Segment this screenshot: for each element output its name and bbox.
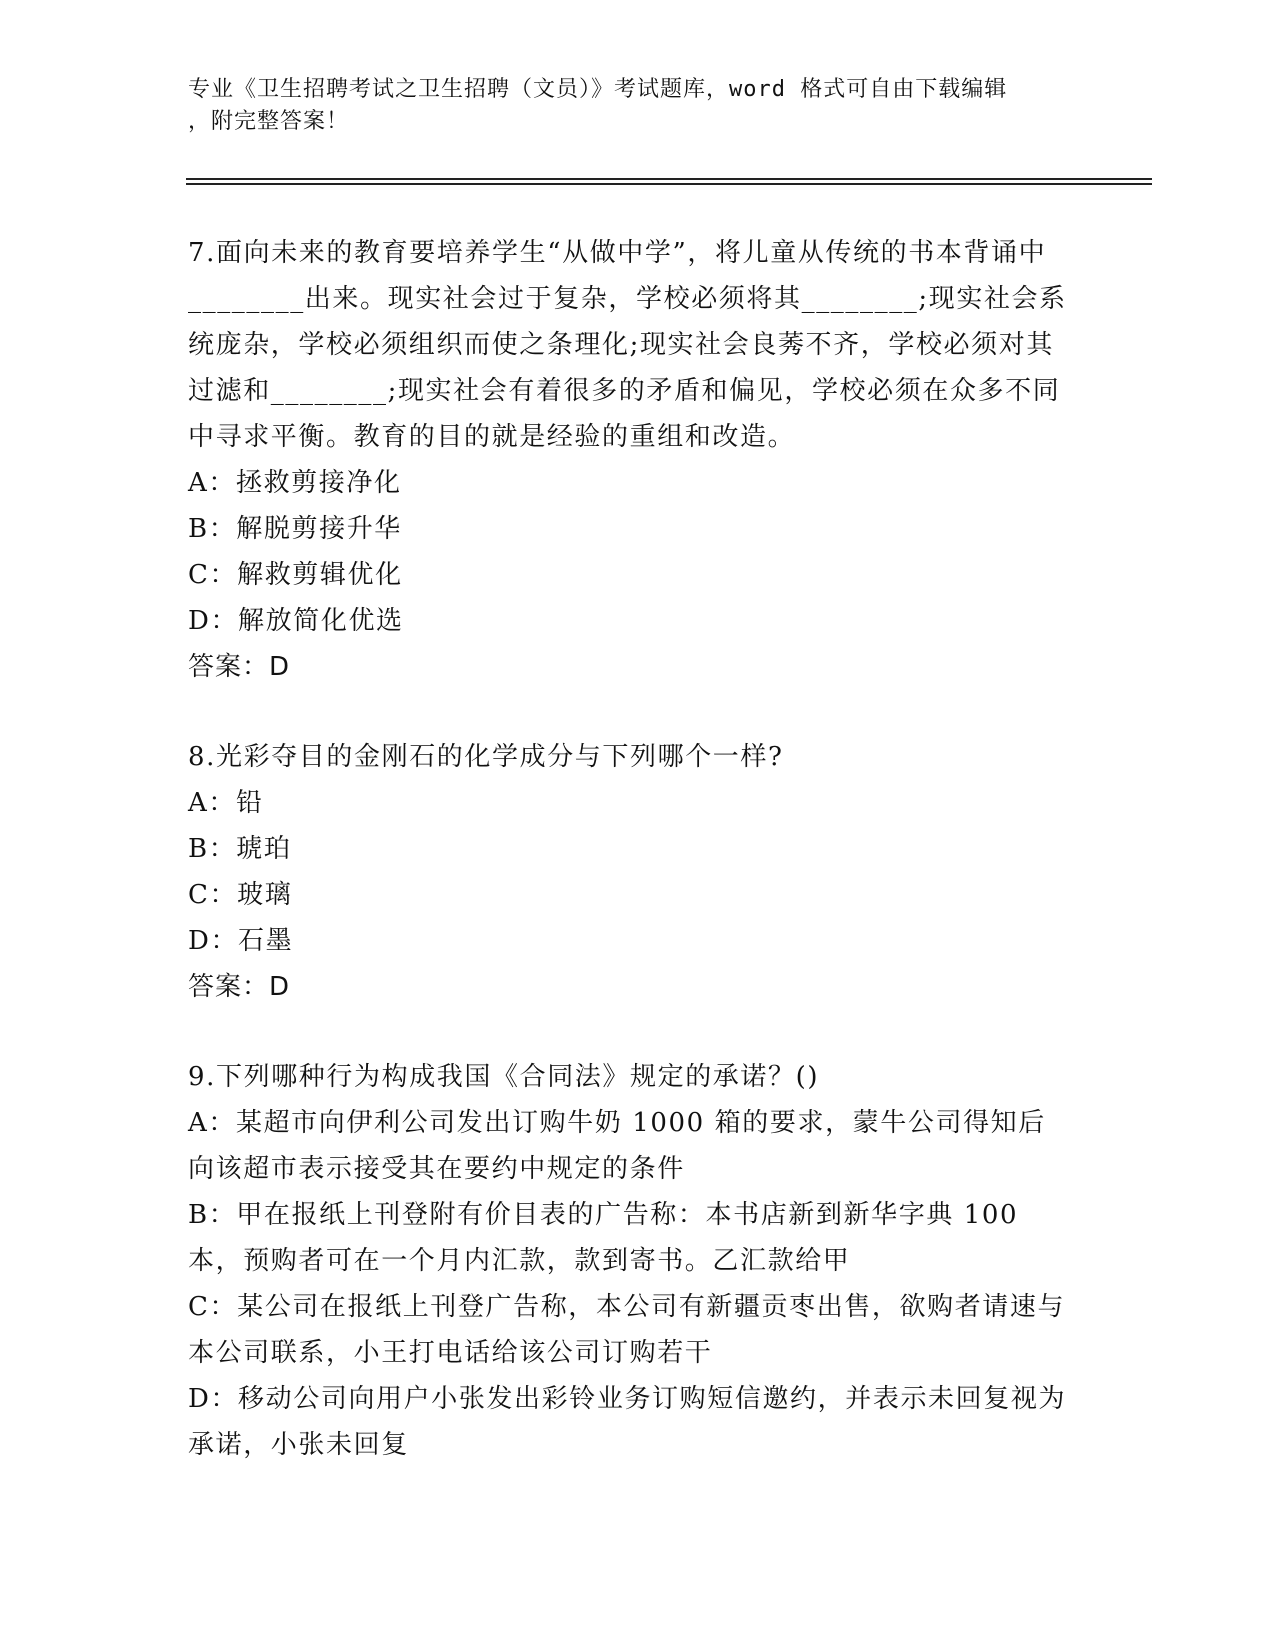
option-d: D：移动公司向用户小张发出彩铃业务订购短信邀约，并表示未回复视为承诺，小张未回复 — [188, 1384, 1067, 1460]
answer-label: 答案： — [188, 972, 270, 1002]
header-divider-top — [186, 178, 1152, 180]
option-b: B：琥珀 — [188, 834, 292, 864]
question-8 — [188, 734, 1068, 1010]
answer-value: D — [269, 972, 291, 1002]
document-header — [188, 74, 1068, 138]
option-a: A：铅 — [188, 788, 264, 818]
option-a: A：某超市向伊利公司发出订购牛奶 1000 箱的要求，蒙牛公司得知后向该超市表示接受其在要约中规定的条件 — [188, 1108, 1046, 1184]
option-c: C：某公司在报纸上刊登广告称，本公司有新疆贡枣出售，欲购者请速与本公司联系，小王打电话给该公司订购若干 — [188, 1292, 1066, 1368]
header-divider-bottom — [186, 183, 1152, 185]
option-c: C：解救剪辑优化 — [188, 560, 403, 590]
question-stem: 9.下列哪种行为构成我国《合同法》规定的承诺？() — [188, 1062, 820, 1092]
option-d: D：石墨 — [188, 926, 294, 956]
header-line-2: ，附完整答案！ — [188, 109, 350, 134]
answer-line — [188, 964, 1068, 1010]
question-stem: 8.光彩夺目的金刚石的化学成分与下列哪个一样? — [188, 742, 784, 772]
header-line-1: 专业《卫生招聘考试之卫生招聘（文员）》考试题库，word 格式可自由下载编辑 — [188, 77, 1008, 102]
question-7 — [188, 230, 1068, 690]
option-d: D：解放简化优选 — [188, 606, 404, 636]
option-b: B：甲在报纸上刊登附有价目表的广告称：本书店新到新华字典 100 本，预购者可在一个月内汇款，款到寄书。乙汇款给甲 — [188, 1200, 1019, 1276]
answer-label: 答案： — [188, 652, 270, 682]
option-c: C：玻璃 — [188, 880, 293, 910]
option-a: A：拯救剪接净化 — [188, 468, 402, 498]
question-9 — [188, 1054, 1068, 1468]
answer-value: D — [269, 652, 291, 682]
option-b: B：解脱剪接升华 — [188, 514, 402, 544]
question-stem: 7.面向未来的教育要培养学生“从做中学”，将儿童从传统的书本背诵中________出来。现实社会过于复杂，学校必须将其________;现实社会系统庞杂，学校必须组织而使之条理化;现实社会良莠不齐，学校必须对其过滤和________;现实社会有着很多的矛盾和偏见，学校必须在众多不同中寻求平衡。教育的目的就是经验的重组和改造。 — [188, 238, 1067, 452]
answer-line — [188, 644, 1068, 690]
question-list — [188, 230, 1068, 1512]
